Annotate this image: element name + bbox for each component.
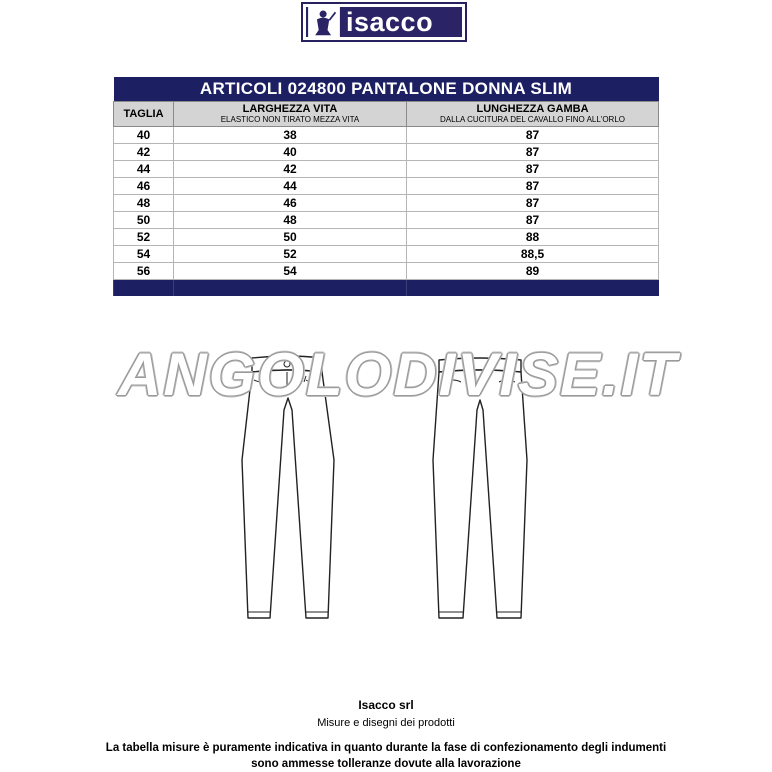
watermark-text: ANGOLODIVISE.IT — [118, 341, 679, 408]
company-name: Isacco srl — [358, 698, 414, 712]
table-row — [114, 161, 659, 178]
header-waist-note: ELASTICO NON TIRATO MEZZA VITA — [220, 115, 360, 124]
brand-figure-icon — [306, 7, 342, 37]
cell-leg: 87 — [407, 161, 659, 178]
cell-leg: 87 — [407, 144, 659, 161]
disclaimer-line-1: La tabella misure è puramente indicativa in quanto durante la fase di confezionamento degli indumenti — [105, 742, 667, 754]
cell-leg: 89 — [407, 263, 659, 280]
cell-size: 52 — [114, 229, 174, 246]
table-header-row — [114, 102, 659, 127]
cell-size: 40 — [114, 127, 174, 144]
cell-size: 56 — [114, 263, 174, 280]
header-leg: LUNGHEZZA GAMBA DALLA CUCITURA DEL CAVALLO FINO ALL'ORLO — [407, 102, 659, 127]
table-row — [114, 229, 659, 246]
cell-waist: 52 — [174, 246, 407, 263]
table-row — [114, 127, 659, 144]
cell-leg: 87 — [407, 212, 659, 229]
table-row — [114, 263, 659, 280]
cell-waist: 40 — [174, 144, 407, 161]
cell-size: 54 — [114, 246, 174, 263]
cell-waist: 54 — [174, 263, 407, 280]
header-waist: LARGHEZZA VITA ELASTICO NON TIRATO MEZZA VITA — [174, 102, 407, 127]
table-row — [114, 246, 659, 263]
cell-leg: 87 — [407, 195, 659, 212]
table-row — [114, 178, 659, 195]
disclaimer-note — [0, 740, 772, 772]
cell-size: 50 — [114, 212, 174, 229]
table-row — [114, 212, 659, 229]
cell-waist: 46 — [174, 195, 407, 212]
header-leg-note: DALLA CUCITURA DEL CAVALLO FINO ALL'ORLO — [440, 115, 625, 124]
table-title-row — [114, 77, 659, 102]
company-subtitle: Misure e disegni dei prodotti — [317, 717, 455, 729]
header-size: TAGLIA — [114, 102, 174, 127]
cell-waist: 38 — [174, 127, 407, 144]
brand-name: isacco — [346, 7, 434, 37]
size-table — [113, 77, 659, 296]
cell-leg: 88,5 — [407, 246, 659, 263]
cell-size: 46 — [114, 178, 174, 195]
cell-leg: 87 — [407, 127, 659, 144]
table-footer-bar — [114, 280, 659, 297]
cell-size: 48 — [114, 195, 174, 212]
disclaimer-line-2: sono ammesse tolleranze dovute alla lavorazione — [251, 758, 521, 770]
cell-waist: 50 — [174, 229, 407, 246]
cell-waist: 48 — [174, 212, 407, 229]
cell-leg: 88 — [407, 229, 659, 246]
table-row — [114, 195, 659, 212]
table-title: ARTICOLI 024800 PANTALONE DONNA SLIM — [114, 77, 659, 102]
cell-waist: 44 — [174, 178, 407, 195]
cell-leg: 87 — [407, 178, 659, 195]
cell-size: 44 — [114, 161, 174, 178]
table-row — [114, 144, 659, 161]
cell-size: 42 — [114, 144, 174, 161]
cell-waist: 42 — [174, 161, 407, 178]
brand-logo — [301, 2, 467, 42]
